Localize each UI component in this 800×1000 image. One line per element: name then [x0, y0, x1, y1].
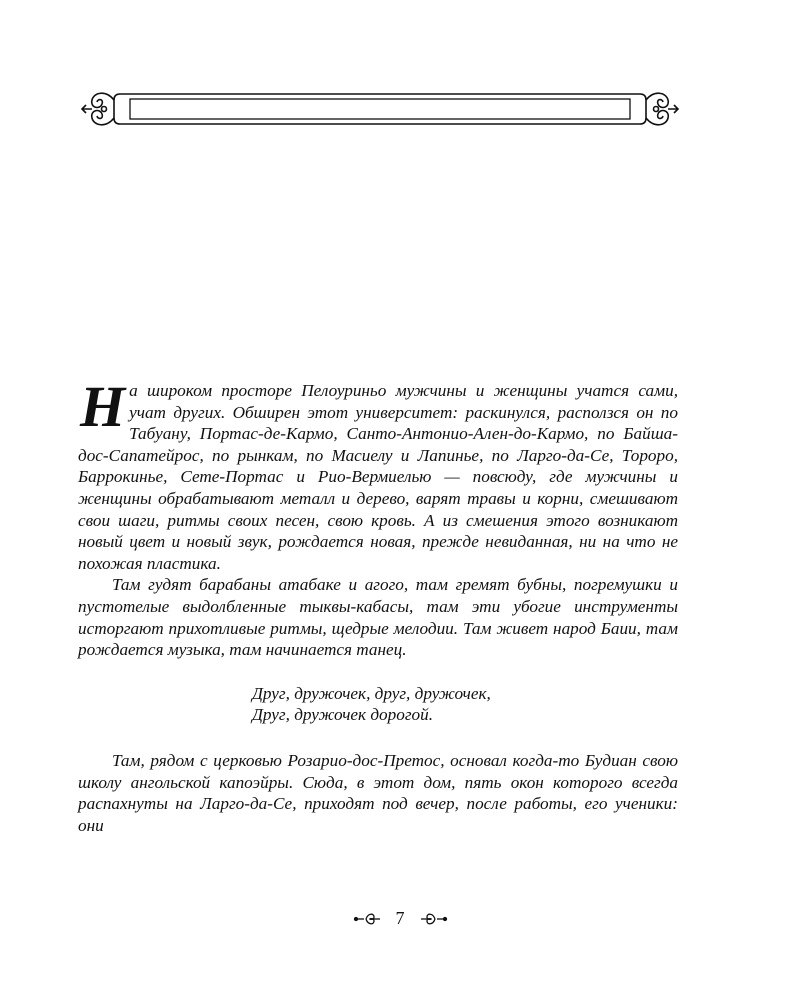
scroll-frame-ornament-icon: [80, 86, 680, 132]
paragraph-1-text: а широком просторе Пелоуриньо мужчины и женщины учатся сами, учат других. Обширен этот университет: раскинулся, расползся он по Табуану, Портас-де-Кармо, Санто-Антонио-Ален-до-Кармо, по Байша-дос-Сапатейрос, по рынкам, по Масиелу и Лапинье, по Ларго-да-Се, Тороро, Баррокинье, Сете-Портас и Рио-Вермиелью — повсюду, где мужчины и женщины обрабатывают металл и дерево, варят травы и корни, смешивают свои шаги, ритмы своих песен, свою кровь. А из смешения этого возникают новый цвет и новый звук, рождается новая, прежде невиданная, ни на что не похожая пластика.: [78, 381, 678, 573]
paragraph-1: [78, 374, 678, 574]
verse-line-2: Друг, дружочек дорогой.: [252, 705, 434, 725]
body-text: [78, 374, 678, 836]
header-ornament: [80, 86, 680, 132]
paragraph-3: Там, рядом с церковью Розарио-дос-Претос, основал когда-то Будиан свою школу ангольской капоэйры. Сюда, в этот дом, пять окон которого всегда распахнуты на Ларго-да-Се, приходят под вечер, после работы, его ученики: они: [78, 750, 678, 835]
fleuron-right-icon: [419, 911, 449, 927]
fleuron-left-icon: [352, 911, 382, 927]
paragraph-2: Там гудят барабаны атабаке и агого, там гремят бубны, погремушки и пустотелые выдолбленные тыквы-кабасы, там эти убогие инструменты исторгают прихотливые ритмы, щедрые мелодии. Там живет народ Баии, там рождается музыка, там начинается танец.: [78, 575, 678, 660]
drop-cap: Н: [80, 374, 126, 439]
verse-line-1: Друг, дружочек, друг, дружочек,: [252, 683, 491, 703]
page-footer: [0, 908, 800, 929]
page-number: 7: [395, 908, 405, 928]
verse: [252, 683, 678, 726]
